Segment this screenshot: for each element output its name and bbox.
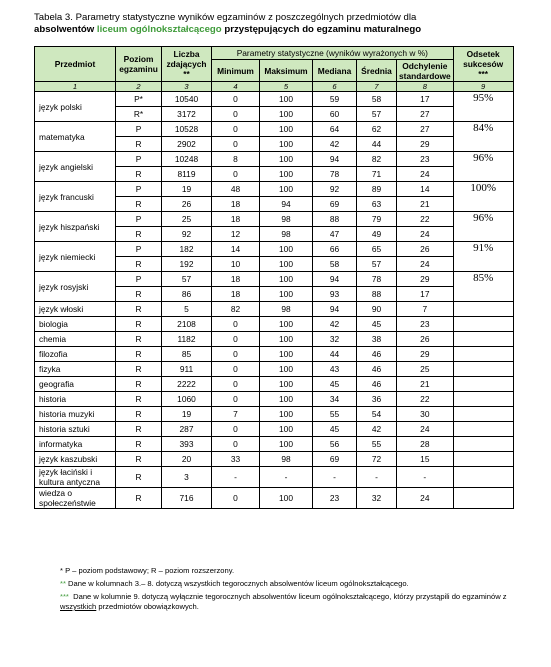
min-cell: 0 <box>212 362 260 377</box>
median-cell: 45 <box>313 377 357 392</box>
max-cell: 100 <box>260 272 313 287</box>
sd-cell: 17 <box>397 287 454 302</box>
min-cell: - <box>212 467 260 488</box>
mean-cell: 90 <box>357 302 397 317</box>
footnote-2-mark: ** <box>60 579 66 588</box>
header-success-label: Odsetek sukcesów <box>463 49 504 69</box>
footnote-3-text-a: Dane w kolumnie 9. dotyczą wyłącznie tegorocznych absolwentów liceum ogólnokształcącego, którzy przystąpili do egzaminów z <box>73 592 507 601</box>
level-cell: R <box>116 377 162 392</box>
median-cell: 93 <box>313 287 357 302</box>
table-row <box>35 422 514 437</box>
median-cell: 88 <box>313 212 357 227</box>
min-cell: 0 <box>212 167 260 182</box>
level-cell: R <box>116 197 162 212</box>
count-cell: 5 <box>162 302 212 317</box>
footnote-3-text-b: przedmiotów obowiązkowych. <box>98 602 199 611</box>
median-cell: 66 <box>313 242 357 257</box>
median-cell: 58 <box>313 257 357 272</box>
mean-cell: 58 <box>357 92 397 107</box>
count-cell: 716 <box>162 488 212 509</box>
success-cell <box>453 362 513 377</box>
count-cell: 57 <box>162 272 212 287</box>
level-cell: R <box>116 332 162 347</box>
header-sd: Odchylenie standardowe <box>397 60 454 82</box>
max-cell: 100 <box>260 362 313 377</box>
median-cell: 59 <box>313 92 357 107</box>
max-cell: 100 <box>260 317 313 332</box>
median-cell: 23 <box>313 488 357 509</box>
max-cell: 100 <box>260 107 313 122</box>
count-cell: 3 <box>162 467 212 488</box>
max-cell: 98 <box>260 452 313 467</box>
table-row <box>35 467 514 488</box>
footnote-3-mark: *** <box>60 592 69 601</box>
caption-absolwentow: absolwentów <box>34 24 95 35</box>
col-index: 5 <box>260 82 313 92</box>
median-cell: 94 <box>313 152 357 167</box>
table-row <box>35 242 514 257</box>
level-cell: P <box>116 272 162 287</box>
subject-cell: język włoski <box>35 302 116 317</box>
max-cell: 100 <box>260 287 313 302</box>
subject-cell: język kaszubski <box>35 452 116 467</box>
count-cell: 8119 <box>162 167 212 182</box>
min-cell: 0 <box>212 317 260 332</box>
subject-cell: historia <box>35 392 116 407</box>
subject-cell: język francuski <box>35 182 116 212</box>
level-cell: R <box>116 452 162 467</box>
min-cell: 18 <box>212 272 260 287</box>
subject-cell: matematyka <box>35 122 116 152</box>
median-cell: 56 <box>313 437 357 452</box>
count-cell: 192 <box>162 257 212 272</box>
sd-cell: 22 <box>397 212 454 227</box>
table-row <box>35 488 514 509</box>
header-success <box>453 47 513 82</box>
max-cell: - <box>260 467 313 488</box>
min-cell: 0 <box>212 488 260 509</box>
count-cell: 10528 <box>162 122 212 137</box>
table-row <box>35 317 514 332</box>
success-cell <box>453 437 513 452</box>
min-cell: 0 <box>212 347 260 362</box>
col-index: 7 <box>357 82 397 92</box>
count-cell: 3172 <box>162 107 212 122</box>
sd-cell: 27 <box>397 122 454 137</box>
success-cell <box>453 347 513 362</box>
mean-cell: 57 <box>357 107 397 122</box>
count-cell: 20 <box>162 452 212 467</box>
max-cell: 98 <box>260 302 313 317</box>
subject-cell: historia sztuki <box>35 422 116 437</box>
max-cell: 100 <box>260 377 313 392</box>
table-row <box>35 272 514 287</box>
sd-cell: 25 <box>397 362 454 377</box>
level-cell: R <box>116 257 162 272</box>
table-row <box>35 332 514 347</box>
col-index: 3 <box>162 82 212 92</box>
footnotes <box>60 566 520 615</box>
level-cell: P <box>116 212 162 227</box>
count-cell: 2108 <box>162 317 212 332</box>
sd-cell: 30 <box>397 407 454 422</box>
max-cell: 100 <box>260 182 313 197</box>
median-cell: - <box>313 467 357 488</box>
footnote-1-text: P – poziom podstawowy; R – poziom rozszerzony. <box>65 566 235 575</box>
subject-cell: język niemiecki <box>35 242 116 272</box>
count-cell: 86 <box>162 287 212 302</box>
mean-cell: 65 <box>357 242 397 257</box>
mean-cell: 57 <box>357 257 397 272</box>
level-cell: R <box>116 317 162 332</box>
max-cell: 100 <box>260 122 313 137</box>
col-index: 4 <box>212 82 260 92</box>
subject-cell: język łaciński i kultura antyczna <box>35 467 116 488</box>
mean-cell: 89 <box>357 182 397 197</box>
level-cell: R <box>116 167 162 182</box>
level-cell: R <box>116 227 162 242</box>
level-cell: R <box>116 392 162 407</box>
max-cell: 100 <box>260 437 313 452</box>
count-cell: 1060 <box>162 392 212 407</box>
count-cell: 25 <box>162 212 212 227</box>
caption-school-type: liceum ogólnokształcącego <box>96 24 222 35</box>
footnote-1 <box>60 566 520 576</box>
mean-cell: 54 <box>357 407 397 422</box>
max-cell: 100 <box>260 392 313 407</box>
max-cell: 98 <box>260 227 313 242</box>
sd-cell: 29 <box>397 137 454 152</box>
sd-cell: 24 <box>397 257 454 272</box>
min-cell: 0 <box>212 122 260 137</box>
sd-cell: 23 <box>397 317 454 332</box>
min-cell: 48 <box>212 182 260 197</box>
table-row <box>35 302 514 317</box>
median-cell: 42 <box>313 137 357 152</box>
min-cell: 0 <box>212 392 260 407</box>
table-row <box>35 407 514 422</box>
median-cell: 34 <box>313 392 357 407</box>
level-cell: P <box>116 122 162 137</box>
mean-cell: 55 <box>357 437 397 452</box>
level-cell: R <box>116 137 162 152</box>
count-cell: 10248 <box>162 152 212 167</box>
mean-cell: 82 <box>357 152 397 167</box>
count-cell: 85 <box>162 347 212 362</box>
success-cell: 91% <box>453 242 513 272</box>
min-cell: 10 <box>212 257 260 272</box>
count-cell: 92 <box>162 227 212 242</box>
sd-cell: 29 <box>397 272 454 287</box>
table-row <box>35 347 514 362</box>
max-cell: 94 <box>260 197 313 212</box>
max-cell: 98 <box>260 212 313 227</box>
min-cell: 14 <box>212 242 260 257</box>
success-cell: 85% <box>453 272 513 302</box>
min-cell: 18 <box>212 212 260 227</box>
count-cell: 26 <box>162 197 212 212</box>
subject-cell: biologia <box>35 317 116 332</box>
mean-cell: 63 <box>357 197 397 212</box>
count-cell: 911 <box>162 362 212 377</box>
col-index: 9 <box>453 82 513 92</box>
count-cell: 287 <box>162 422 212 437</box>
footnote-3-underlined: wszystkich <box>60 602 97 611</box>
min-cell: 0 <box>212 92 260 107</box>
min-cell: 18 <box>212 287 260 302</box>
max-cell: 100 <box>260 488 313 509</box>
table-row <box>35 122 514 137</box>
median-cell: 69 <box>313 197 357 212</box>
sd-cell: 24 <box>397 488 454 509</box>
level-cell: R <box>116 488 162 509</box>
subject-cell: historia muzyki <box>35 407 116 422</box>
median-cell: 94 <box>313 272 357 287</box>
level-cell: P <box>116 182 162 197</box>
success-cell: 100% <box>453 182 513 212</box>
sd-cell: - <box>397 467 454 488</box>
median-cell: 64 <box>313 122 357 137</box>
min-cell: 33 <box>212 452 260 467</box>
max-cell: 100 <box>260 422 313 437</box>
count-cell: 182 <box>162 242 212 257</box>
sd-cell: 22 <box>397 392 454 407</box>
success-cell <box>453 488 513 509</box>
median-cell: 78 <box>313 167 357 182</box>
max-cell: 100 <box>260 167 313 182</box>
max-cell: 100 <box>260 257 313 272</box>
count-cell: 1182 <box>162 332 212 347</box>
mean-cell: 46 <box>357 377 397 392</box>
subject-cell: wiedza o społeczeństwie <box>35 488 116 509</box>
header-max: Maksimum <box>260 60 313 82</box>
sd-cell: 24 <box>397 167 454 182</box>
results-table <box>34 46 514 509</box>
success-cell: 96% <box>453 212 513 242</box>
col-index: 1 <box>35 82 116 92</box>
header-median: Mediana <box>313 60 357 82</box>
sd-cell: 14 <box>397 182 454 197</box>
success-cell: 84% <box>453 122 513 152</box>
subject-cell: język hiszpański <box>35 212 116 242</box>
header-min: Minimum <box>212 60 260 82</box>
success-cell <box>453 467 513 488</box>
table-row <box>35 212 514 227</box>
caption-rest: przystępujących do egzaminu maturalnego <box>224 24 422 35</box>
median-cell: 55 <box>313 407 357 422</box>
mean-cell: 79 <box>357 212 397 227</box>
subject-cell: język polski <box>35 92 116 122</box>
max-cell: 100 <box>260 92 313 107</box>
level-cell: R* <box>116 107 162 122</box>
table-row <box>35 362 514 377</box>
median-cell: 69 <box>313 452 357 467</box>
min-cell: 0 <box>212 422 260 437</box>
level-cell: R <box>116 287 162 302</box>
level-cell: R <box>116 422 162 437</box>
success-cell <box>453 332 513 347</box>
header-params: Parametry statystyczne (wyników wyrażonych w %) <box>212 47 454 60</box>
level-cell: R <box>116 467 162 488</box>
mean-cell: 78 <box>357 272 397 287</box>
median-cell: 60 <box>313 107 357 122</box>
sd-cell: 27 <box>397 107 454 122</box>
sd-cell: 23 <box>397 152 454 167</box>
count-cell: 2902 <box>162 137 212 152</box>
min-cell: 8 <box>212 152 260 167</box>
count-cell: 19 <box>162 407 212 422</box>
mean-cell: 36 <box>357 392 397 407</box>
col-index: 8 <box>397 82 454 92</box>
sd-cell: 15 <box>397 452 454 467</box>
success-cell <box>453 452 513 467</box>
median-cell: 47 <box>313 227 357 242</box>
table-row <box>35 377 514 392</box>
table-row <box>35 182 514 197</box>
table-caption <box>34 12 534 36</box>
success-cell <box>453 317 513 332</box>
footnote-1-mark: * <box>60 566 63 575</box>
mean-cell: 62 <box>357 122 397 137</box>
count-cell: 19 <box>162 182 212 197</box>
header-mean: Średnia <box>357 60 397 82</box>
min-cell: 0 <box>212 107 260 122</box>
max-cell: 100 <box>260 407 313 422</box>
min-cell: 0 <box>212 437 260 452</box>
table-row <box>35 92 514 107</box>
col-index: 2 <box>116 82 162 92</box>
sd-cell: 26 <box>397 332 454 347</box>
mean-cell: 72 <box>357 452 397 467</box>
sd-cell: 17 <box>397 92 454 107</box>
subject-cell: język angielski <box>35 152 116 182</box>
level-cell: R <box>116 407 162 422</box>
success-cell <box>453 407 513 422</box>
success-cell <box>453 302 513 317</box>
sd-cell: 26 <box>397 242 454 257</box>
header-count-label: Liczba zdających <box>166 49 207 69</box>
mean-cell: 71 <box>357 167 397 182</box>
level-cell: R <box>116 302 162 317</box>
max-cell: 100 <box>260 347 313 362</box>
count-cell: 10540 <box>162 92 212 107</box>
caption-line-1: Tabela 3. Parametry statystyczne wyników egzaminów z poszczególnych przedmiotów dla <box>34 12 417 23</box>
sd-cell: 29 <box>397 347 454 362</box>
min-cell: 18 <box>212 197 260 212</box>
mean-cell: 38 <box>357 332 397 347</box>
mean-cell: 45 <box>357 317 397 332</box>
caption-line-2 <box>34 24 534 36</box>
level-cell: P <box>116 242 162 257</box>
col-index: 6 <box>313 82 357 92</box>
subject-cell: filozofia <box>35 347 116 362</box>
max-cell: 100 <box>260 137 313 152</box>
mean-cell: 44 <box>357 137 397 152</box>
sd-cell: 24 <box>397 422 454 437</box>
success-cell <box>453 422 513 437</box>
sd-cell: 24 <box>397 227 454 242</box>
min-cell: 0 <box>212 332 260 347</box>
min-cell: 0 <box>212 377 260 392</box>
median-cell: 42 <box>313 317 357 332</box>
level-cell: R <box>116 362 162 377</box>
mean-cell: 49 <box>357 227 397 242</box>
max-cell: 100 <box>260 332 313 347</box>
footnote-3 <box>60 592 520 612</box>
sd-cell: 21 <box>397 197 454 212</box>
sd-cell: 21 <box>397 377 454 392</box>
header-subject: Przedmiot <box>35 47 116 82</box>
footnote-2-text: Dane w kolumnach 3.– 8. dotyczą wszystkich tegorocznych absolwentów liceum ogólnokształcącego. <box>68 579 409 588</box>
success-cell: 95% <box>453 92 513 122</box>
header-success-mark: *** <box>478 69 489 79</box>
median-cell: 45 <box>313 422 357 437</box>
min-cell: 82 <box>212 302 260 317</box>
subject-cell: chemia <box>35 332 116 347</box>
max-cell: 100 <box>260 152 313 167</box>
level-cell: P* <box>116 92 162 107</box>
count-cell: 2222 <box>162 377 212 392</box>
mean-cell: 32 <box>357 488 397 509</box>
median-cell: 44 <box>313 347 357 362</box>
mean-cell: 42 <box>357 422 397 437</box>
success-cell: 96% <box>453 152 513 182</box>
table-row <box>35 152 514 167</box>
table-row <box>35 452 514 467</box>
level-cell: R <box>116 347 162 362</box>
subject-cell: fizyka <box>35 362 116 377</box>
mean-cell: 46 <box>357 347 397 362</box>
median-cell: 32 <box>313 332 357 347</box>
min-cell: 7 <box>212 407 260 422</box>
median-cell: 43 <box>313 362 357 377</box>
mean-cell: 88 <box>357 287 397 302</box>
mean-cell: - <box>357 467 397 488</box>
level-cell: P <box>116 152 162 167</box>
min-cell: 12 <box>212 227 260 242</box>
header-count <box>162 47 212 82</box>
success-cell <box>453 392 513 407</box>
max-cell: 100 <box>260 242 313 257</box>
mean-cell: 46 <box>357 362 397 377</box>
header-level: Poziom egzaminu <box>116 47 162 82</box>
min-cell: 0 <box>212 137 260 152</box>
subject-cell: informatyka <box>35 437 116 452</box>
subject-cell: język rosyjski <box>35 272 116 302</box>
level-cell: R <box>116 437 162 452</box>
count-cell: 393 <box>162 437 212 452</box>
sd-cell: 28 <box>397 437 454 452</box>
median-cell: 94 <box>313 302 357 317</box>
footnote-2 <box>60 579 520 589</box>
subject-cell: geografia <box>35 377 116 392</box>
table-row <box>35 437 514 452</box>
success-cell <box>453 377 513 392</box>
median-cell: 92 <box>313 182 357 197</box>
sd-cell: 7 <box>397 302 454 317</box>
table-row <box>35 392 514 407</box>
header-count-mark: ** <box>183 69 190 79</box>
